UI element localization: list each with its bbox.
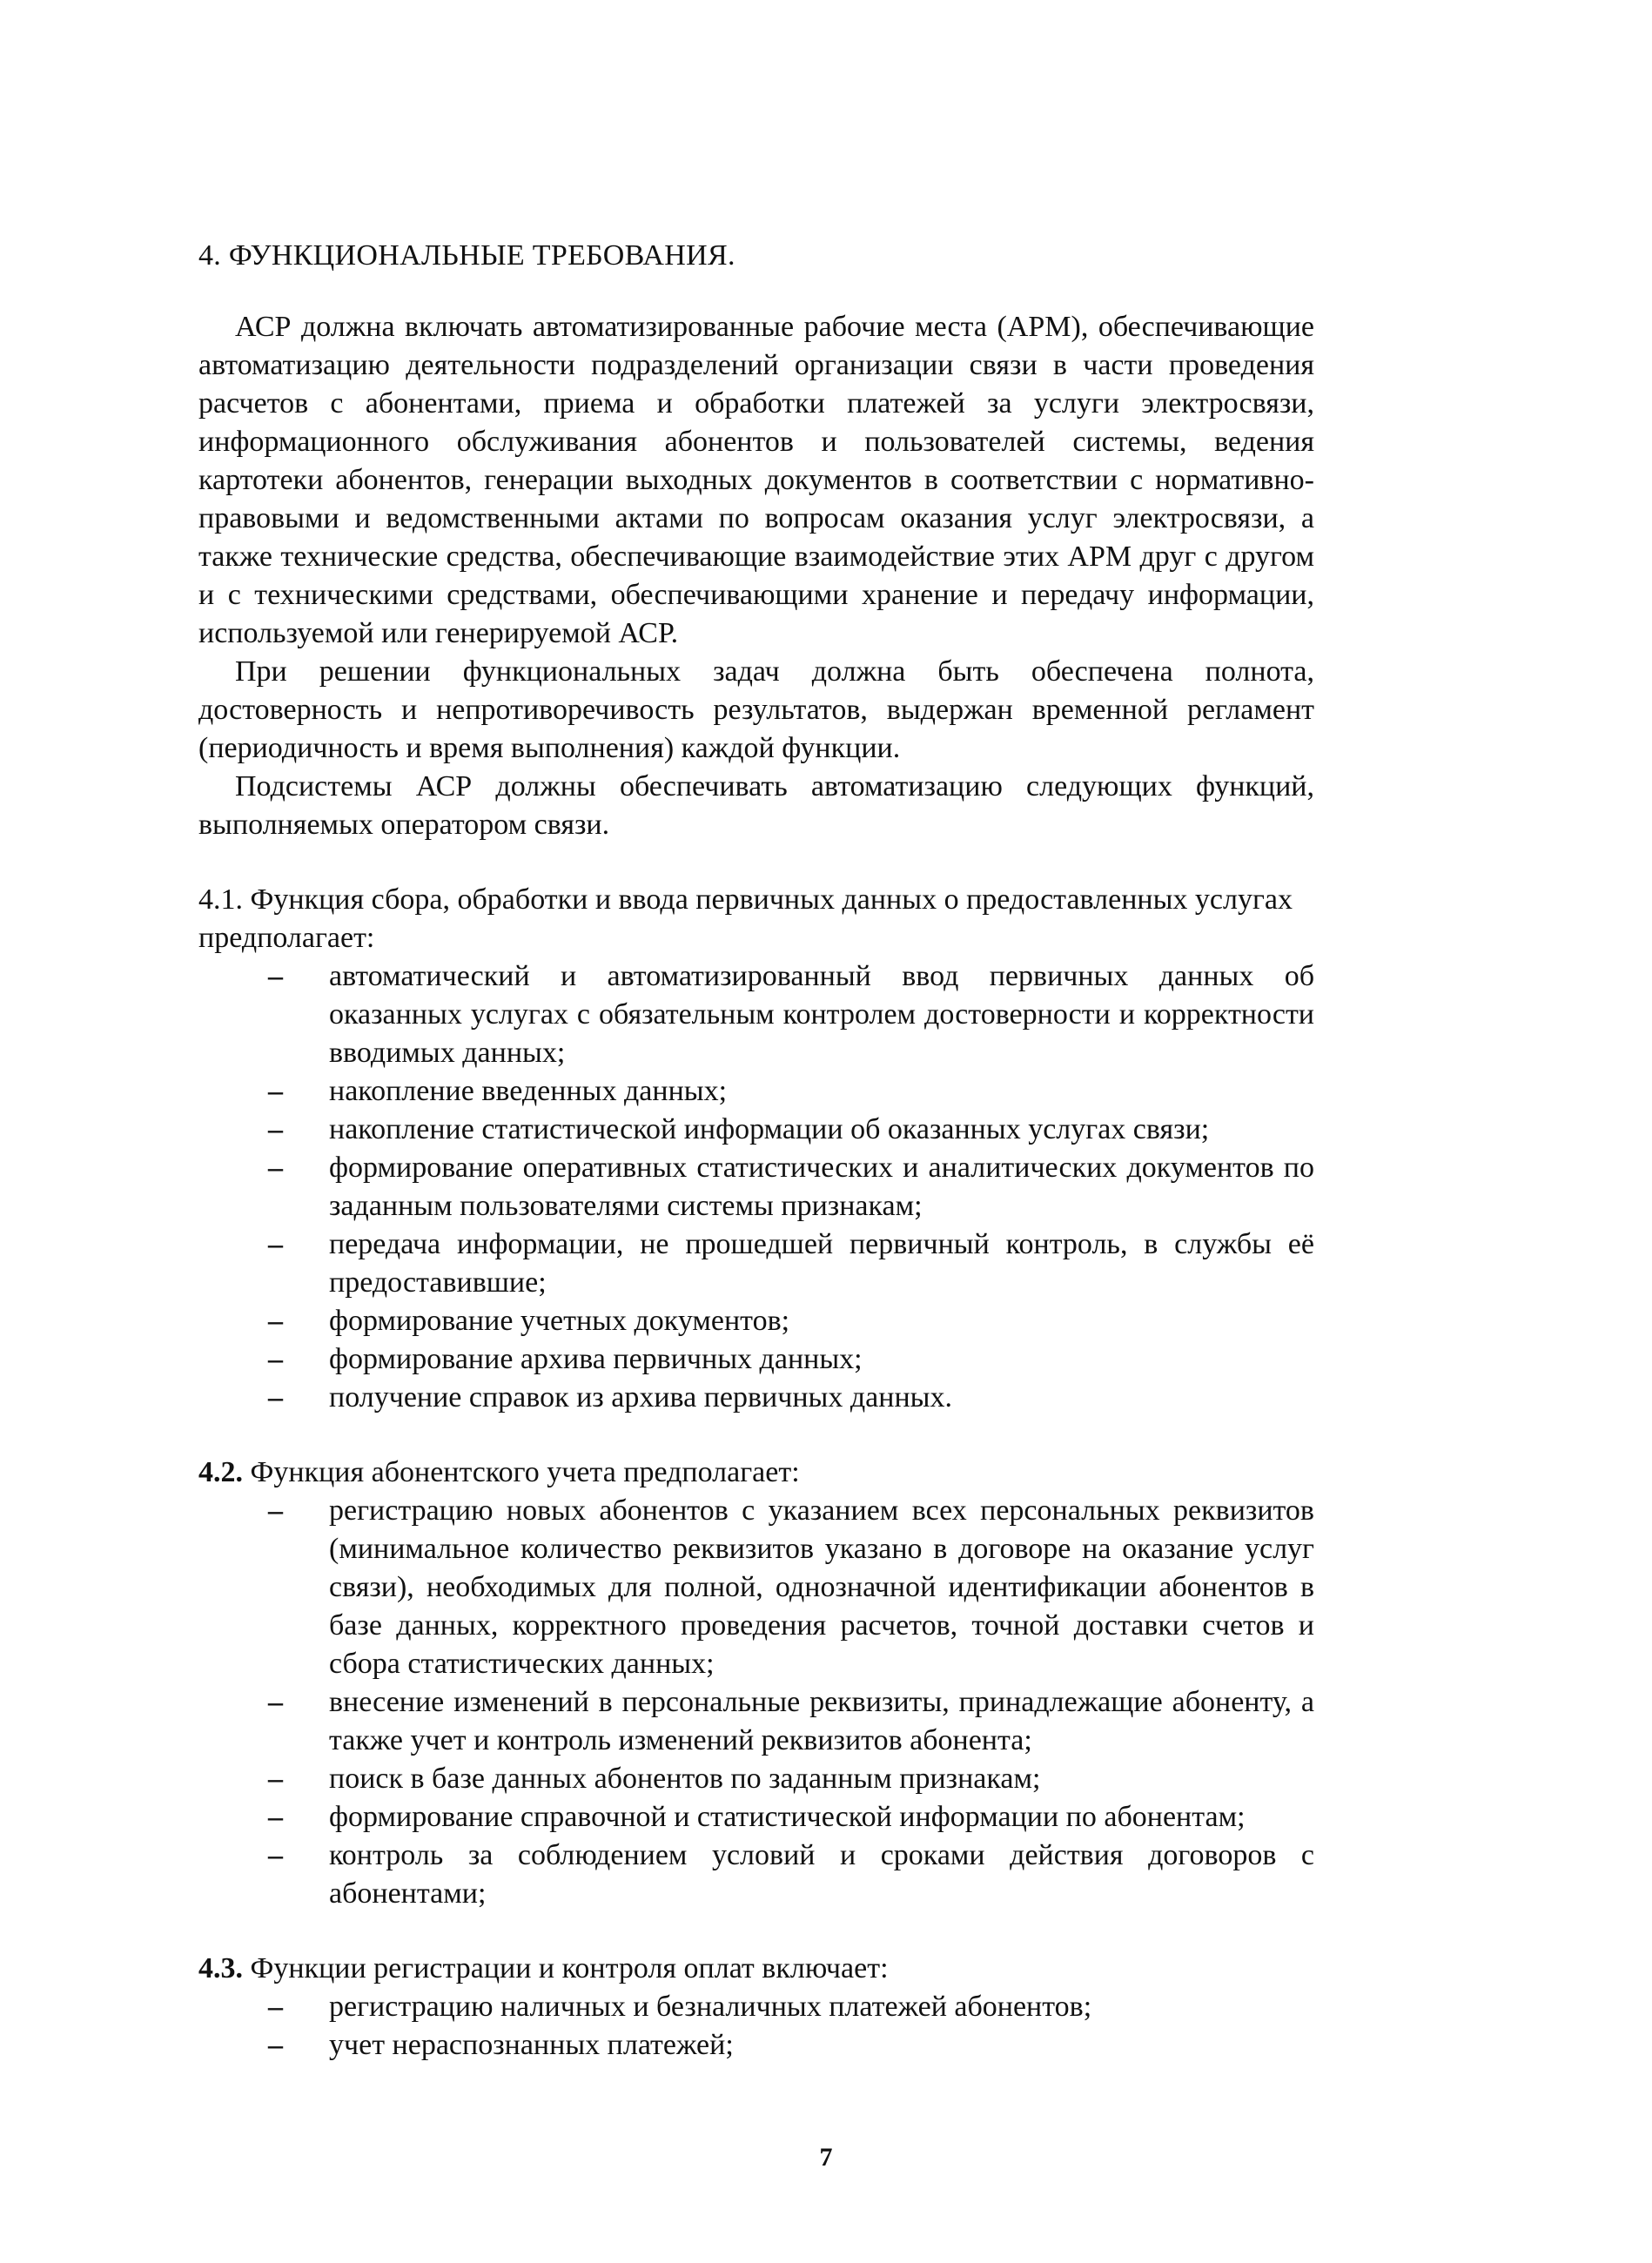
list-item: – накопление статистической информации об оказанных услугах связи; [198, 1111, 1314, 1149]
subsection-4-1-list [198, 957, 1314, 1417]
subsection-4-2-list [198, 1492, 1314, 1913]
list-item: – накопление введенных данных; [198, 1072, 1314, 1111]
dash-bullet: – [268, 1228, 283, 1260]
list-item: – формирование справочной и статистической информации по абонентам; [198, 1798, 1314, 1837]
list-item: – передача информации, не прошедшей первичный контроль, в службы её предоставившие; [198, 1226, 1314, 1302]
dash-bullet: – [268, 2029, 283, 2061]
subsection-number: 4.3. [198, 1952, 243, 1984]
subsection-4-3-heading [198, 1950, 1314, 1988]
dash-bullet: – [268, 1113, 283, 1145]
list-item: – регистрацию новых абонентов с указанием всех персональных реквизитов (минимальное количество реквизитов указано в договоре на оказание услуг связи), необходимых для полной, однозначной идентификации абонентов в базе данных, корректного проведения расчетов, точной доставки счетов и сбора статистических данных; [198, 1492, 1314, 1683]
dash-bullet: – [268, 1075, 283, 1107]
list-item: – контроль за соблюдением условий и сроками действия договоров с абонентами; [198, 1837, 1314, 1913]
subsection-number: 4.2. [198, 1456, 243, 1488]
list-item: – внесение изменений в персональные реквизиты, принадлежащие абоненту, а также учет и контроль изменений реквизитов абонента; [198, 1683, 1314, 1760]
list-item: – учет нераспознанных платежей; [198, 2026, 1314, 2065]
subsection-number: 4.1. [198, 883, 243, 916]
dash-bullet: – [268, 1494, 283, 1527]
list-item: – получение справок из архива первичных данных. [198, 1379, 1314, 1417]
dash-bullet: – [268, 1763, 283, 1795]
dash-bullet: – [268, 1801, 283, 1833]
dash-bullet: – [268, 1343, 283, 1375]
list-item: – регистрацию наличных и безналичных платежей абонентов; [198, 1988, 1314, 2026]
intro-paragraph-2: При решении функциональных задач должна быть обеспечена полнота, достоверность и непротиворечивость результатов, выдержан временной регламент (периодичность и время выполнения) каждой функции. [198, 655, 1314, 764]
dash-bullet: – [268, 1305, 283, 1337]
intro-paragraph-3: Подсистемы АСР должны обеспечивать автоматизацию следующих функций, выполняемых оператором связи. [198, 770, 1314, 841]
page-number: 7 [819, 2143, 833, 2172]
subsection-4-2-heading [198, 1454, 1314, 1492]
dash-bullet: – [268, 1839, 283, 1871]
dash-bullet: – [268, 960, 283, 992]
subsection-title: Функция сбора, обработки и ввода первичных данных о предоставленных услугах предполагает: [198, 883, 1293, 954]
list-item: – автоматический и автоматизированный ввод первичных данных об оказанных услугах с обязательным контролем достоверности и корректности вводимых данных; [198, 957, 1314, 1072]
section-heading: 4. ФУНКЦИОНАЛЬНЫЕ ТРЕБОВАНИЯ. [198, 239, 735, 272]
page-content [198, 237, 1314, 2065]
list-item: – формирование учетных документов; [198, 1302, 1314, 1340]
intro-paragraph-1: АСР должна включать автоматизированные рабочие места (АРМ), обеспечивающие автоматизацию деятельности подразделений организации связи в части проведения расчетов с абонентами, приема и обработки платежей за услуги электросвязи, информационного обслуживания абонентов и пользователей системы, ведения картотеки абонентов, генерации выходных документов в соответствии с нормативно-правовыми и ведомственными актами по вопросам оказания услуг электросвязи, а также технические средства, обеспечивающие взаимодействие этих АРМ друг с другом и с техническими средствами, обеспечивающими хранение и передачу информации, используемой или генерируемой АСР. [198, 311, 1314, 649]
list-item: – формирование архива первичных данных; [198, 1340, 1314, 1379]
dash-bullet: – [268, 1991, 283, 2023]
list-item: – формирование оперативных статистических и аналитических документов по заданным пользователями системы признакам; [198, 1149, 1314, 1226]
list-item: – поиск в базе данных абонентов по заданным признакам; [198, 1760, 1314, 1798]
subsection-title: Функции регистрации и контроля оплат включает: [250, 1952, 889, 1984]
subsection-4-3-list [198, 1988, 1314, 2065]
dash-bullet: – [268, 1381, 283, 1414]
dash-bullet: – [268, 1686, 283, 1718]
dash-bullet: – [268, 1152, 283, 1184]
subsection-4-1-heading [198, 881, 1314, 957]
subsection-title: Функция абонентского учета предполагает: [250, 1456, 800, 1488]
